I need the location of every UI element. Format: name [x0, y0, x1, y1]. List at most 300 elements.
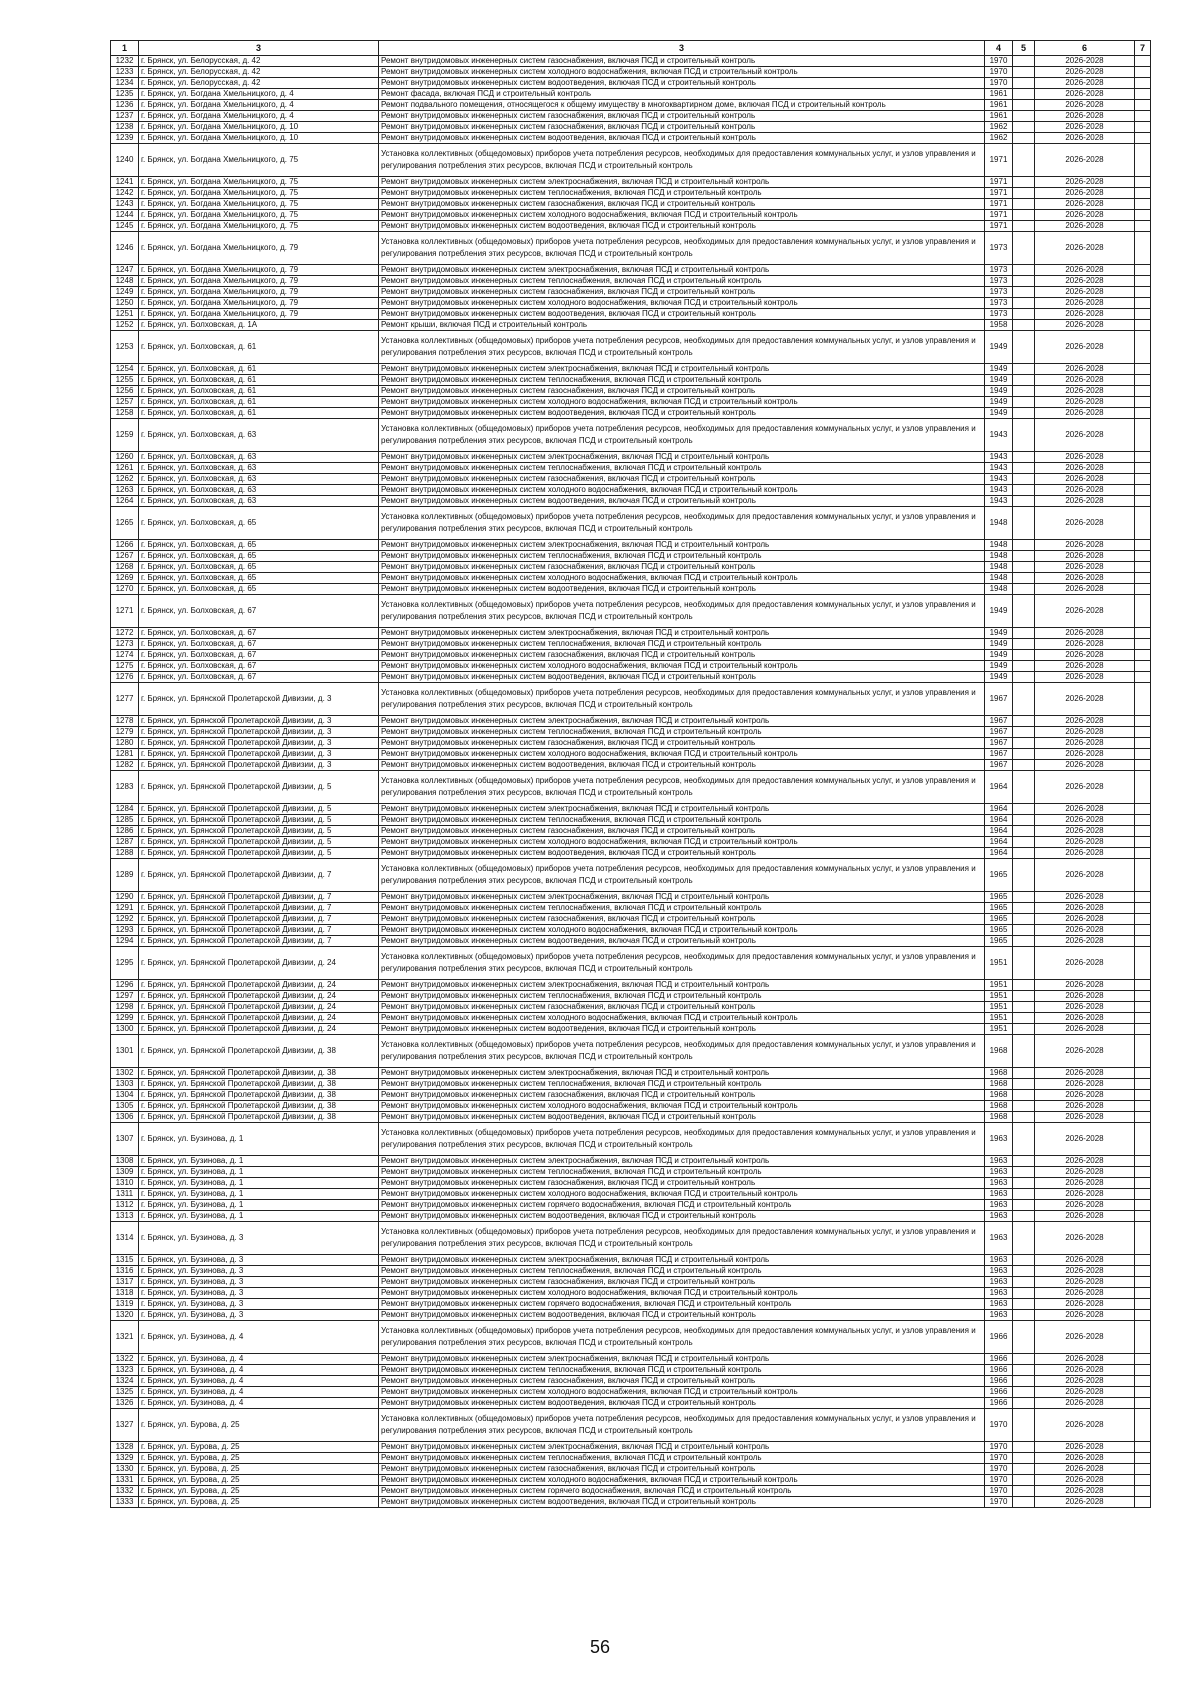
- row-number: 1248: [111, 276, 139, 287]
- address-cell: г. Брянск, ул. Брянской Пролетарской Дивизии, д. 7: [139, 859, 379, 892]
- period-cell: 2026-2028: [1035, 1442, 1135, 1453]
- table-row: [111, 133, 1151, 144]
- year-cell: 1968: [985, 1035, 1013, 1068]
- empty-cell: [1135, 947, 1151, 980]
- empty-cell: [1135, 1255, 1151, 1266]
- address-cell: г. Брянск, ул. Бузинова, д. 3: [139, 1266, 379, 1277]
- period-cell: 2026-2028: [1035, 67, 1135, 78]
- period-cell: 2026-2028: [1035, 144, 1135, 177]
- empty-cell: [1013, 67, 1035, 78]
- address-cell: г. Брянск, ул. Бузинова, д. 4: [139, 1387, 379, 1398]
- work-type-cell: Ремонт внутридомовых инженерных систем горячего водоснабжения, включая ПСД и строительный контроль: [379, 1486, 985, 1497]
- address-cell: г. Брянск, ул. Брянской Пролетарской Дивизии, д. 3: [139, 749, 379, 760]
- work-type-cell: Ремонт внутридомовых инженерных систем газоснабжения, включая ПСД и строительный контроль: [379, 1090, 985, 1101]
- row-number: 1250: [111, 298, 139, 309]
- table-row: [111, 1354, 1151, 1365]
- empty-cell: [1013, 1024, 1035, 1035]
- empty-cell: [1013, 903, 1035, 914]
- empty-cell: [1135, 859, 1151, 892]
- year-cell: 1963: [985, 1299, 1013, 1310]
- row-number: 1247: [111, 265, 139, 276]
- row-number: 1298: [111, 1002, 139, 1013]
- work-type-cell: Ремонт внутридомовых инженерных систем холодного водоснабжения, включая ПСД и строительный контроль: [379, 1013, 985, 1024]
- table-row: [111, 859, 1151, 892]
- period-cell: 2026-2028: [1035, 111, 1135, 122]
- table-row: [111, 727, 1151, 738]
- empty-cell: [1013, 1266, 1035, 1277]
- empty-cell: [1013, 815, 1035, 826]
- table-row: [111, 914, 1151, 925]
- table-row: [111, 892, 1151, 903]
- table-row: [111, 848, 1151, 859]
- address-cell: г. Брянск, ул. Брянской Пролетарской Дивизии, д. 24: [139, 1013, 379, 1024]
- row-number: 1259: [111, 419, 139, 452]
- capital-repair-table: [110, 40, 1151, 1508]
- empty-cell: [1135, 837, 1151, 848]
- address-cell: г. Брянск, ул. Бузинова, д. 1: [139, 1178, 379, 1189]
- empty-cell: [1013, 1189, 1035, 1200]
- period-cell: 2026-2028: [1035, 936, 1135, 947]
- year-cell: 1971: [985, 177, 1013, 188]
- address-cell: г. Брянск, ул. Брянской Пролетарской Дивизии, д. 3: [139, 727, 379, 738]
- empty-cell: [1135, 221, 1151, 232]
- period-cell: 2026-2028: [1035, 1002, 1135, 1013]
- period-cell: 2026-2028: [1035, 1376, 1135, 1387]
- period-cell: 2026-2028: [1035, 551, 1135, 562]
- header-col-2: 3: [139, 41, 379, 56]
- work-type-cell: Установка коллективных (общедомовых) приборов учета потребления ресурсов, необходимых для предоставления коммунальных услуг, и узлов управления и регулирования потребления этих ресурсов, включая ПСД и строительный контроль: [379, 232, 985, 265]
- period-cell: 2026-2028: [1035, 1497, 1135, 1508]
- year-cell: 1943: [985, 452, 1013, 463]
- empty-cell: [1135, 1486, 1151, 1497]
- period-cell: 2026-2028: [1035, 276, 1135, 287]
- year-cell: 1949: [985, 364, 1013, 375]
- table-row: [111, 1288, 1151, 1299]
- empty-cell: [1135, 980, 1151, 991]
- empty-cell: [1135, 507, 1151, 540]
- address-cell: г. Брянск, ул. Бурова, д. 25: [139, 1475, 379, 1486]
- address-cell: г. Брянск, ул. Бузинова, д. 3: [139, 1222, 379, 1255]
- address-cell: г. Брянск, ул. Богдана Хмельницкого, д. 75: [139, 210, 379, 221]
- period-cell: 2026-2028: [1035, 562, 1135, 573]
- empty-cell: [1135, 573, 1151, 584]
- table-row: [111, 265, 1151, 276]
- empty-cell: [1013, 408, 1035, 419]
- row-number: 1243: [111, 199, 139, 210]
- table-row: [111, 386, 1151, 397]
- row-number: 1326: [111, 1398, 139, 1409]
- work-type-cell: Ремонт внутридомовых инженерных систем водоотведения, включая ПСД и строительный контроль: [379, 1497, 985, 1508]
- empty-cell: [1013, 276, 1035, 287]
- work-type-cell: Ремонт внутридомовых инженерных систем теплоснабжения, включая ПСД и строительный контроль: [379, 1453, 985, 1464]
- empty-cell: [1135, 925, 1151, 936]
- period-cell: 2026-2028: [1035, 287, 1135, 298]
- row-number: 1285: [111, 815, 139, 826]
- table-row: [111, 1200, 1151, 1211]
- row-number: 1253: [111, 331, 139, 364]
- address-cell: г. Брянск, ул. Богдана Хмельницкого, д. 75: [139, 199, 379, 210]
- period-cell: 2026-2028: [1035, 1222, 1135, 1255]
- empty-cell: [1013, 1299, 1035, 1310]
- row-number: 1238: [111, 122, 139, 133]
- address-cell: г. Брянск, ул. Брянской Пролетарской Дивизии, д. 7: [139, 925, 379, 936]
- work-type-cell: Ремонт внутридомовых инженерных систем холодного водоснабжения, включая ПСД и строительный контроль: [379, 661, 985, 672]
- work-type-cell: Ремонт внутридомовых инженерных систем газоснабжения, включая ПСД и строительный контроль: [379, 474, 985, 485]
- address-cell: г. Брянск, ул. Богдана Хмельницкого, д. 4: [139, 100, 379, 111]
- work-type-cell: Ремонт внутридомовых инженерных систем теплоснабжения, включая ПСД и строительный контроль: [379, 1079, 985, 1090]
- work-type-cell: Ремонт внутридомовых инженерных систем электроснабжения, включая ПСД и строительный контроль: [379, 540, 985, 551]
- empty-cell: [1013, 507, 1035, 540]
- table-row: [111, 683, 1151, 716]
- year-cell: 1963: [985, 1200, 1013, 1211]
- row-number: 1258: [111, 408, 139, 419]
- empty-cell: [1013, 1376, 1035, 1387]
- year-cell: 1970: [985, 1486, 1013, 1497]
- empty-cell: [1013, 914, 1035, 925]
- period-cell: 2026-2028: [1035, 1321, 1135, 1354]
- address-cell: г. Брянск, ул. Бурова, д. 25: [139, 1409, 379, 1442]
- work-type-cell: Ремонт внутридомовых инженерных систем теплоснабжения, включая ПСД и строительный контроль: [379, 188, 985, 199]
- table-row: [111, 188, 1151, 199]
- table-row: [111, 1299, 1151, 1310]
- period-cell: 2026-2028: [1035, 573, 1135, 584]
- period-cell: 2026-2028: [1035, 298, 1135, 309]
- year-cell: 1963: [985, 1189, 1013, 1200]
- table-row: [111, 1497, 1151, 1508]
- table-row: [111, 1266, 1151, 1277]
- year-cell: 1962: [985, 122, 1013, 133]
- empty-cell: [1013, 199, 1035, 210]
- work-type-cell: Ремонт внутридомовых инженерных систем газоснабжения, включая ПСД и строительный контроль: [379, 287, 985, 298]
- period-cell: 2026-2028: [1035, 78, 1135, 89]
- empty-cell: [1013, 837, 1035, 848]
- table-row: [111, 672, 1151, 683]
- row-number: 1257: [111, 397, 139, 408]
- year-cell: 1963: [985, 1167, 1013, 1178]
- period-cell: 2026-2028: [1035, 331, 1135, 364]
- address-cell: г. Брянск, ул. Болховская, д. 61: [139, 331, 379, 364]
- empty-cell: [1135, 584, 1151, 595]
- row-number: 1263: [111, 485, 139, 496]
- empty-cell: [1013, 1398, 1035, 1409]
- table-header-row: [111, 41, 1151, 56]
- work-type-cell: Ремонт фасада, включая ПСД и строительный контроль: [379, 89, 985, 100]
- work-type-cell: Ремонт внутридомовых инженерных систем электроснабжения, включая ПСД и строительный контроль: [379, 265, 985, 276]
- year-cell: 1971: [985, 221, 1013, 232]
- work-type-cell: Ремонт внутридомовых инженерных систем газоснабжения, включая ПСД и строительный контроль: [379, 1277, 985, 1288]
- empty-cell: [1013, 309, 1035, 320]
- address-cell: г. Брянск, ул. Бурова, д. 25: [139, 1497, 379, 1508]
- empty-cell: [1135, 738, 1151, 749]
- work-type-cell: Ремонт внутридомовых инженерных систем теплоснабжения, включая ПСД и строительный контроль: [379, 276, 985, 287]
- row-number: 1292: [111, 914, 139, 925]
- row-number: 1294: [111, 936, 139, 947]
- work-type-cell: Установка коллективных (общедомовых) приборов учета потребления ресурсов, необходимых для предоставления коммунальных услуг, и узлов управления и регулирования потребления этих ресурсов, включая ПСД и строительный контроль: [379, 419, 985, 452]
- work-type-cell: Ремонт внутридомовых инженерных систем электроснабжения, включая ПСД и строительный контроль: [379, 364, 985, 375]
- address-cell: г. Брянск, ул. Богдана Хмельницкого, д. 79: [139, 298, 379, 309]
- period-cell: 2026-2028: [1035, 210, 1135, 221]
- period-cell: 2026-2028: [1035, 892, 1135, 903]
- period-cell: 2026-2028: [1035, 1365, 1135, 1376]
- year-cell: 1964: [985, 771, 1013, 804]
- period-cell: 2026-2028: [1035, 760, 1135, 771]
- empty-cell: [1013, 1079, 1035, 1090]
- table-row: [111, 452, 1151, 463]
- address-cell: г. Брянск, ул. Болховская, д. 61: [139, 364, 379, 375]
- empty-cell: [1135, 1288, 1151, 1299]
- empty-cell: [1135, 1156, 1151, 1167]
- work-type-cell: Ремонт внутридомовых инженерных систем холодного водоснабжения, включая ПСД и строительный контроль: [379, 837, 985, 848]
- table-row: [111, 232, 1151, 265]
- address-cell: г. Брянск, ул. Брянской Пролетарской Дивизии, д. 38: [139, 1035, 379, 1068]
- work-type-cell: Ремонт внутридомовых инженерных систем теплоснабжения, включая ПСД и строительный контроль: [379, 1266, 985, 1277]
- period-cell: 2026-2028: [1035, 1255, 1135, 1266]
- table-row: [111, 1310, 1151, 1321]
- work-type-cell: Ремонт внутридомовых инженерных систем электроснабжения, включая ПСД и строительный контроль: [379, 452, 985, 463]
- empty-cell: [1013, 210, 1035, 221]
- row-number: 1234: [111, 78, 139, 89]
- empty-cell: [1013, 1310, 1035, 1321]
- empty-cell: [1135, 1079, 1151, 1090]
- table-row: [111, 815, 1151, 826]
- work-type-cell: Ремонт внутридомовых инженерных систем теплоснабжения, включая ПСД и строительный контроль: [379, 1167, 985, 1178]
- row-number: 1252: [111, 320, 139, 331]
- row-number: 1239: [111, 133, 139, 144]
- year-cell: 1971: [985, 210, 1013, 221]
- address-cell: г. Брянск, ул. Брянской Пролетарской Дивизии, д. 5: [139, 815, 379, 826]
- table-body: [111, 56, 1151, 1508]
- year-cell: 1949: [985, 639, 1013, 650]
- row-number: 1332: [111, 1486, 139, 1497]
- address-cell: г. Брянск, ул. Бузинова, д. 3: [139, 1310, 379, 1321]
- year-cell: 1973: [985, 232, 1013, 265]
- address-cell: г. Брянск, ул. Богдана Хмельницкого, д. 10: [139, 122, 379, 133]
- row-number: 1316: [111, 1266, 139, 1277]
- row-number: 1304: [111, 1090, 139, 1101]
- address-cell: г. Брянск, ул. Брянской Пролетарской Дивизии, д. 7: [139, 892, 379, 903]
- table-row: [111, 1013, 1151, 1024]
- year-cell: 1966: [985, 1387, 1013, 1398]
- period-cell: 2026-2028: [1035, 826, 1135, 837]
- address-cell: г. Брянск, ул. Богдана Хмельницкого, д. 79: [139, 276, 379, 287]
- table-row: [111, 1387, 1151, 1398]
- address-cell: г. Брянск, ул. Брянской Пролетарской Дивизии, д. 5: [139, 837, 379, 848]
- empty-cell: [1135, 551, 1151, 562]
- work-type-cell: Ремонт внутридомовых инженерных систем холодного водоснабжения, включая ПСД и строительный контроль: [379, 1189, 985, 1200]
- year-cell: 1964: [985, 848, 1013, 859]
- empty-cell: [1135, 177, 1151, 188]
- address-cell: г. Брянск, ул. Брянской Пролетарской Дивизии, д. 7: [139, 903, 379, 914]
- empty-cell: [1135, 595, 1151, 628]
- row-number: 1331: [111, 1475, 139, 1486]
- row-number: 1242: [111, 188, 139, 199]
- year-cell: 1965: [985, 925, 1013, 936]
- table-row: [111, 331, 1151, 364]
- row-number: 1276: [111, 672, 139, 683]
- table-row: [111, 364, 1151, 375]
- empty-cell: [1013, 133, 1035, 144]
- address-cell: г. Брянск, ул. Брянской Пролетарской Дивизии, д. 3: [139, 738, 379, 749]
- empty-cell: [1013, 232, 1035, 265]
- table-row: [111, 1222, 1151, 1255]
- work-type-cell: Ремонт внутридомовых инженерных систем водоотведения, включая ПСД и строительный контроль: [379, 496, 985, 507]
- empty-cell: [1013, 144, 1035, 177]
- work-type-cell: Ремонт внутридомовых инженерных систем холодного водоснабжения, включая ПСД и строительный контроль: [379, 1101, 985, 1112]
- work-type-cell: Ремонт внутридомовых инженерных систем газоснабжения, включая ПСД и строительный контроль: [379, 738, 985, 749]
- empty-cell: [1013, 298, 1035, 309]
- row-number: 1267: [111, 551, 139, 562]
- year-cell: 1951: [985, 991, 1013, 1002]
- empty-cell: [1135, 1189, 1151, 1200]
- row-number: 1287: [111, 837, 139, 848]
- work-type-cell: Ремонт внутридомовых инженерных систем газоснабжения, включая ПСД и строительный контроль: [379, 826, 985, 837]
- address-cell: г. Брянск, ул. Болховская, д. 65: [139, 507, 379, 540]
- address-cell: г. Брянск, ул. Белорусская, д. 42: [139, 56, 379, 67]
- work-type-cell: Ремонт внутридомовых инженерных систем теплоснабжения, включая ПСД и строительный контроль: [379, 815, 985, 826]
- address-cell: г. Брянск, ул. Брянской Пролетарской Дивизии, д. 38: [139, 1068, 379, 1079]
- address-cell: г. Брянск, ул. Брянской Пролетарской Дивизии, д. 24: [139, 991, 379, 1002]
- address-cell: г. Брянск, ул. Богдана Хмельницкого, д. 4: [139, 111, 379, 122]
- empty-cell: [1135, 672, 1151, 683]
- header-col-5: 5: [1013, 41, 1035, 56]
- row-number: 1245: [111, 221, 139, 232]
- row-number: 1286: [111, 826, 139, 837]
- year-cell: 1963: [985, 1277, 1013, 1288]
- work-type-cell: Ремонт подвального помещения, относящегося к общему имуществу в многоквартирном доме, включая ПСД и строительный контроль: [379, 100, 985, 111]
- empty-cell: [1013, 485, 1035, 496]
- year-cell: 1965: [985, 936, 1013, 947]
- row-number: 1333: [111, 1497, 139, 1508]
- address-cell: г. Брянск, ул. Богдана Хмельницкого, д. 79: [139, 287, 379, 298]
- year-cell: 1967: [985, 738, 1013, 749]
- row-number: 1278: [111, 716, 139, 727]
- address-cell: г. Брянск, ул. Бурова, д. 25: [139, 1442, 379, 1453]
- empty-cell: [1013, 551, 1035, 562]
- table-row: [111, 67, 1151, 78]
- address-cell: г. Брянск, ул. Брянской Пролетарской Дивизии, д. 3: [139, 683, 379, 716]
- address-cell: г. Брянск, ул. Богдана Хмельницкого, д. 10: [139, 133, 379, 144]
- address-cell: г. Брянск, ул. Брянской Пролетарской Дивизии, д. 3: [139, 716, 379, 727]
- year-cell: 1943: [985, 474, 1013, 485]
- empty-cell: [1013, 122, 1035, 133]
- work-type-cell: Установка коллективных (общедомовых) приборов учета потребления ресурсов, необходимых для предоставления коммунальных услуг, и узлов управления и регулирования потребления этих ресурсов, включая ПСД и строительный контроль: [379, 1222, 985, 1255]
- work-type-cell: Установка коллективных (общедомовых) приборов учета потребления ресурсов, необходимых для предоставления коммунальных услуг, и узлов управления и регулирования потребления этих ресурсов, включая ПСД и строительный контроль: [379, 683, 985, 716]
- row-number: 1328: [111, 1442, 139, 1453]
- year-cell: 1949: [985, 386, 1013, 397]
- table-row: [111, 177, 1151, 188]
- empty-cell: [1013, 1222, 1035, 1255]
- year-cell: 1973: [985, 265, 1013, 276]
- table-row: [111, 980, 1151, 991]
- row-number: 1329: [111, 1453, 139, 1464]
- period-cell: 2026-2028: [1035, 672, 1135, 683]
- period-cell: 2026-2028: [1035, 89, 1135, 100]
- empty-cell: [1013, 760, 1035, 771]
- period-cell: 2026-2028: [1035, 716, 1135, 727]
- empty-cell: [1135, 1222, 1151, 1255]
- empty-cell: [1013, 1497, 1035, 1508]
- period-cell: 2026-2028: [1035, 309, 1135, 320]
- work-type-cell: Ремонт внутридомовых инженерных систем холодного водоснабжения, включая ПСД и строительный контроль: [379, 1475, 985, 1486]
- table-row: [111, 991, 1151, 1002]
- year-cell: 1970: [985, 1475, 1013, 1486]
- address-cell: г. Брянск, ул. Бузинова, д. 1: [139, 1189, 379, 1200]
- address-cell: г. Брянск, ул. Богдана Хмельницкого, д. 79: [139, 309, 379, 320]
- work-type-cell: Установка коллективных (общедомовых) приборов учета потребления ресурсов, необходимых для предоставления коммунальных услуг, и узлов управления и регулирования потребления этих ресурсов, включая ПСД и строительный контроль: [379, 947, 985, 980]
- table-row: [111, 221, 1151, 232]
- empty-cell: [1135, 1453, 1151, 1464]
- empty-cell: [1135, 485, 1151, 496]
- table-row: [111, 56, 1151, 67]
- work-type-cell: Ремонт внутридомовых инженерных систем теплоснабжения, включая ПСД и строительный контроль: [379, 903, 985, 914]
- year-cell: 1949: [985, 408, 1013, 419]
- empty-cell: [1135, 540, 1151, 551]
- row-number: 1272: [111, 628, 139, 639]
- period-cell: 2026-2028: [1035, 1090, 1135, 1101]
- year-cell: 1963: [985, 1255, 1013, 1266]
- year-cell: 1948: [985, 573, 1013, 584]
- empty-cell: [1135, 1123, 1151, 1156]
- empty-cell: [1135, 375, 1151, 386]
- work-type-cell: Ремонт внутридомовых инженерных систем водоотведения, включая ПСД и строительный контроль: [379, 78, 985, 89]
- work-type-cell: Ремонт внутридомовых инженерных систем водоотведения, включая ПСД и строительный контроль: [379, 1024, 985, 1035]
- empty-cell: [1135, 826, 1151, 837]
- table-row: [111, 1123, 1151, 1156]
- year-cell: 1970: [985, 1464, 1013, 1475]
- year-cell: 1965: [985, 914, 1013, 925]
- period-cell: 2026-2028: [1035, 386, 1135, 397]
- empty-cell: [1135, 1299, 1151, 1310]
- work-type-cell: Ремонт внутридомовых инженерных систем электроснабжения, включая ПСД и строительный контроль: [379, 716, 985, 727]
- row-number: 1241: [111, 177, 139, 188]
- table-row: [111, 1211, 1151, 1222]
- period-cell: 2026-2028: [1035, 980, 1135, 991]
- address-cell: г. Брянск, ул. Болховская, д. 67: [139, 661, 379, 672]
- row-number: 1296: [111, 980, 139, 991]
- row-number: 1302: [111, 1068, 139, 1079]
- period-cell: 2026-2028: [1035, 914, 1135, 925]
- address-cell: г. Брянск, ул. Болховская, д. 61: [139, 375, 379, 386]
- table-row: [111, 375, 1151, 386]
- period-cell: 2026-2028: [1035, 1486, 1135, 1497]
- row-number: 1323: [111, 1365, 139, 1376]
- empty-cell: [1135, 56, 1151, 67]
- empty-cell: [1013, 1354, 1035, 1365]
- empty-cell: [1013, 628, 1035, 639]
- year-cell: 1943: [985, 496, 1013, 507]
- period-cell: 2026-2028: [1035, 463, 1135, 474]
- empty-cell: [1013, 375, 1035, 386]
- row-number: 1262: [111, 474, 139, 485]
- row-number: 1290: [111, 892, 139, 903]
- address-cell: г. Брянск, ул. Брянской Пролетарской Дивизии, д. 5: [139, 848, 379, 859]
- table-row: [111, 650, 1151, 661]
- empty-cell: [1135, 89, 1151, 100]
- empty-cell: [1135, 100, 1151, 111]
- period-cell: 2026-2028: [1035, 749, 1135, 760]
- empty-cell: [1135, 562, 1151, 573]
- period-cell: 2026-2028: [1035, 683, 1135, 716]
- row-number: 1324: [111, 1376, 139, 1387]
- empty-cell: [1013, 1167, 1035, 1178]
- empty-cell: [1013, 1277, 1035, 1288]
- row-number: 1255: [111, 375, 139, 386]
- year-cell: 1943: [985, 419, 1013, 452]
- empty-cell: [1135, 760, 1151, 771]
- period-cell: 2026-2028: [1035, 122, 1135, 133]
- address-cell: г. Брянск, ул. Брянской Пролетарской Дивизии, д. 3: [139, 760, 379, 771]
- address-cell: г. Брянск, ул. Бурова, д. 25: [139, 1464, 379, 1475]
